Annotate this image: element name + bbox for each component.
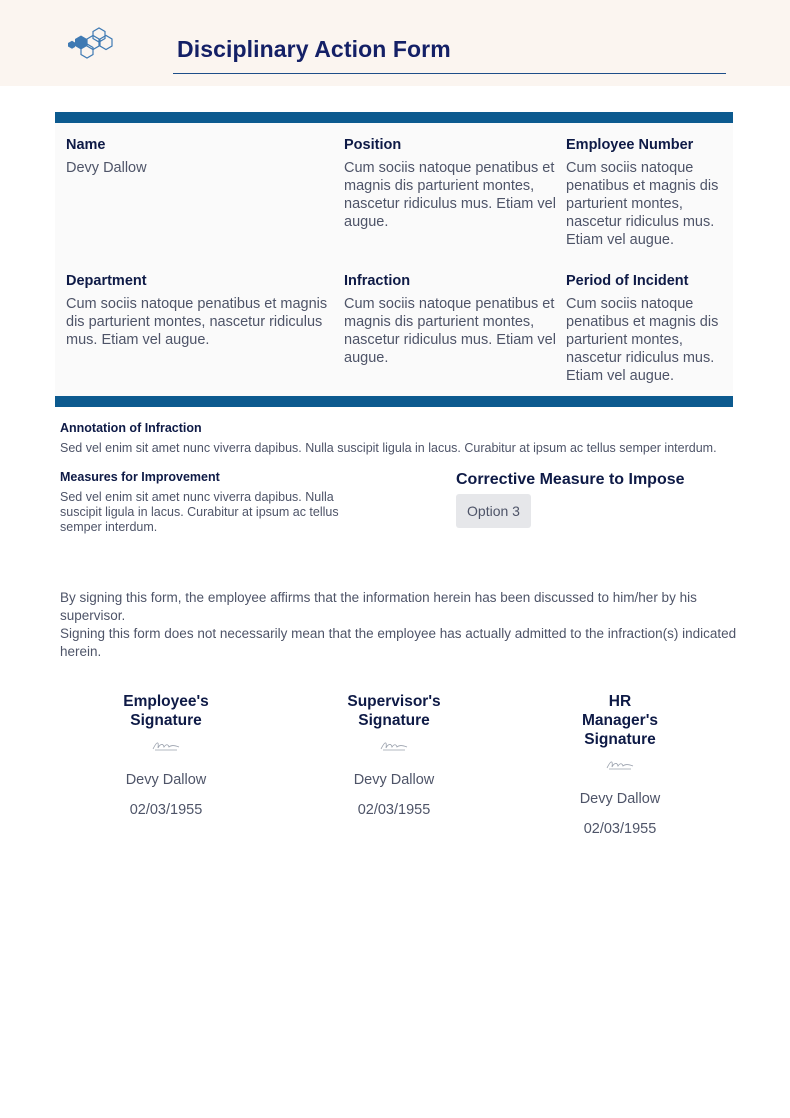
period-field — [566, 272, 726, 385]
signature-date: 02/03/1955 — [129, 802, 203, 818]
employee-number-value: Cum sociis natoque penatibus et magnis dis parturient montes, nascetur ridiculus mus. Etiam vel augue. — [566, 160, 719, 248]
department-value: Cum sociis natoque penatibus et magnis dis parturient montes, nascetur ridiculus mus. Etiam vel augue. — [66, 296, 328, 348]
annotation-title: Annotation of Infraction — [60, 421, 202, 435]
annotation-text-content: Sed vel enim sit amet nunc viverra dapibus. Nulla suscipit ligula in lacus. Curabitur at ipsum ac tellus semper interdum. — [60, 441, 717, 455]
supervisor-signature-block — [294, 692, 494, 818]
position-field — [344, 136, 558, 231]
signature-title: Supervisor's Signature — [347, 693, 441, 729]
title-underline — [173, 73, 726, 74]
infraction-value: Cum sociis natoque penatibus et magnis dis parturient montes, nascetur ridiculus mus. Etiam vel augue. — [344, 296, 556, 366]
period-value: Cum sociis natoque penatibus et magnis dis parturient montes, nascetur ridiculus mus. Etiam vel augue. — [566, 296, 719, 384]
signature-date: 02/03/1955 — [583, 821, 657, 837]
employee-signature-block — [66, 692, 266, 818]
signature-scribble-icon[interactable] — [151, 738, 181, 752]
signature-scribble-icon[interactable] — [379, 738, 409, 752]
corrective-measure-select[interactable]: Option 3 — [456, 494, 531, 528]
employee-info-grid — [55, 123, 733, 396]
signature-title: Employee's Signature — [123, 693, 209, 729]
infraction-label: Infraction — [344, 273, 411, 289]
infraction-field — [344, 272, 558, 367]
info-bottom-band — [55, 396, 733, 407]
affirmation-line-1: By signing this form, the employee affirms that the information herein has been discussed to him/her by his supervisor. — [60, 590, 697, 623]
signature-name: Devy Dallow — [579, 791, 661, 807]
signature-title: HR Manager's Signature — [581, 693, 659, 748]
affirmation-text — [60, 589, 740, 661]
hexagon-cluster-logo-icon — [66, 26, 116, 62]
signature-date: 02/03/1955 — [357, 802, 431, 818]
department-label: Department — [66, 273, 147, 289]
corrective-measure-title: Corrective Measure to Impose — [456, 471, 685, 488]
name-value: Devy Dallow — [66, 160, 147, 176]
annotation-text — [60, 441, 740, 456]
affirmation-line-2: Signing this form does not necessarily mean that the employee has actually admitted to the infraction(s) indicated herein. — [60, 626, 737, 659]
improvement-title: Measures for Improvement — [60, 470, 220, 484]
name-label: Name — [66, 137, 106, 153]
page-title: Disciplinary Action Form — [177, 36, 451, 62]
page-header — [0, 0, 790, 86]
info-top-band — [55, 112, 733, 123]
signature-name: Devy Dallow — [353, 772, 435, 788]
signature-scribble-icon[interactable] — [605, 757, 635, 771]
name-field — [66, 136, 331, 177]
hr-manager-signature-block — [520, 692, 720, 837]
signature-name: Devy Dallow — [125, 772, 207, 788]
position-label: Position — [344, 137, 402, 153]
department-field — [66, 272, 336, 349]
period-label: Period of Incident — [566, 273, 689, 289]
employee-number-label: Employee Number — [566, 137, 694, 153]
employee-number-field — [566, 136, 726, 249]
position-value: Cum sociis natoque penatibus et magnis dis parturient montes, nascetur ridiculus mus. Etiam vel augue. — [344, 160, 556, 230]
improvement-text: Sed vel enim sit amet nunc viverra dapibus. Nulla suscipit ligula in lacus. Curabitur at ipsum ac tellus semper interdum. — [60, 490, 339, 534]
